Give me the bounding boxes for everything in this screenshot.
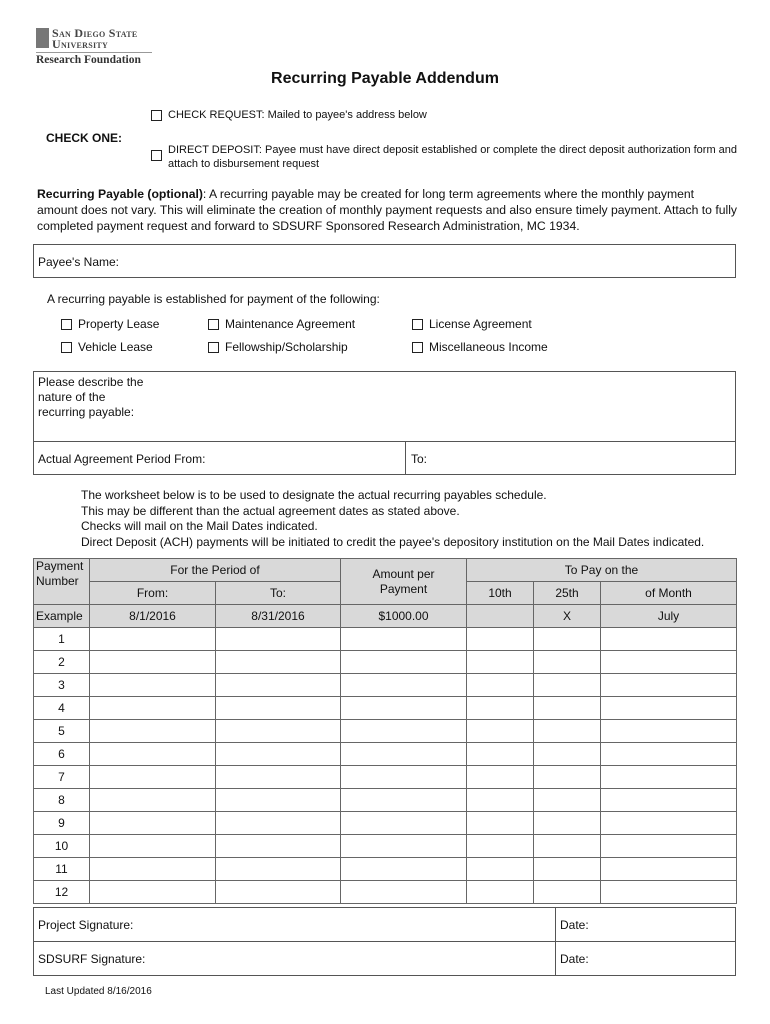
table-row xyxy=(34,628,737,651)
schedule-cell[interactable] xyxy=(216,697,341,720)
intro-text: : A recurring payable may be created for long term agreements where the monthly payment amount does not vary. This will eliminate the creation of monthly payment requests and also ensure timely payment. Attach to fully completed payment request and forward to SDSURF Sponsored Research Administration, MC 1934. xyxy=(37,187,738,233)
schedule-cell[interactable] xyxy=(534,858,601,881)
schedule-cell[interactable] xyxy=(534,674,601,697)
logo-line-2: University xyxy=(52,37,109,51)
payment-number: 1 xyxy=(34,628,90,651)
schedule-cell[interactable] xyxy=(90,743,216,766)
schedule-cell[interactable] xyxy=(601,766,737,789)
schedule-cell[interactable] xyxy=(467,789,534,812)
header-to-pay: To Pay on the xyxy=(467,559,737,582)
table-header-row xyxy=(34,559,737,582)
logo-line-1: San Diego State xyxy=(52,26,138,40)
payment-number: 9 xyxy=(34,812,90,835)
header-10th: 10th xyxy=(467,582,534,605)
table-row xyxy=(34,720,737,743)
schedule-cell[interactable] xyxy=(90,697,216,720)
schedule-cell[interactable] xyxy=(216,881,341,904)
schedule-cell[interactable] xyxy=(341,651,467,674)
schedule-cell[interactable] xyxy=(216,628,341,651)
header-from: From: xyxy=(90,582,216,605)
schedule-cell[interactable] xyxy=(534,697,601,720)
form-title: Recurring Payable Addendum xyxy=(271,70,499,87)
header-to: To: xyxy=(216,582,341,605)
period-from-field[interactable] xyxy=(33,441,406,475)
payment-number: 3 xyxy=(34,674,90,697)
fellowship-scholarship-checkbox[interactable] xyxy=(208,342,219,353)
worksheet-notes xyxy=(81,488,704,551)
payment-number: 12 xyxy=(34,881,90,904)
property-lease-checkbox[interactable] xyxy=(61,319,72,330)
last-updated: Last Updated 8/16/2016 xyxy=(45,986,152,997)
schedule-cell[interactable] xyxy=(601,789,737,812)
check-request-checkbox[interactable] xyxy=(151,110,162,121)
schedule-cell[interactable] xyxy=(467,628,534,651)
period-to-label: To: xyxy=(411,452,428,466)
seal-icon xyxy=(36,28,49,48)
schedule-cell[interactable] xyxy=(534,812,601,835)
schedule-cell[interactable] xyxy=(341,720,467,743)
direct-deposit-checkbox[interactable] xyxy=(151,150,162,161)
schedule-cell[interactable] xyxy=(467,743,534,766)
logo-line-3: Research Foundation xyxy=(36,54,141,66)
worksheet-note: This may be different than the actual agreement dates as stated above. xyxy=(81,503,460,518)
worksheet-note: The worksheet below is to be used to designate the actual recurring payables schedule. xyxy=(81,488,547,502)
schedule-cell[interactable] xyxy=(601,743,737,766)
payment-schedule-table xyxy=(33,558,737,904)
payment-number: 8 xyxy=(34,789,90,812)
description-label-line: Please describe the xyxy=(38,375,144,389)
table-row xyxy=(34,789,737,812)
vehicle-lease-label: Vehicle Lease xyxy=(78,340,153,354)
schedule-cell[interactable] xyxy=(90,766,216,789)
schedule-cell[interactable] xyxy=(90,812,216,835)
schedule-cell[interactable] xyxy=(90,628,216,651)
direct-deposit-line-2: attach to disbursement request xyxy=(168,158,320,170)
schedule-cell[interactable] xyxy=(341,743,467,766)
payment-number: 10 xyxy=(34,835,90,858)
table-row xyxy=(34,835,737,858)
project-date-field[interactable] xyxy=(555,907,736,942)
table-row xyxy=(34,858,737,881)
schedule-cell[interactable] xyxy=(341,674,467,697)
schedule-cell[interactable] xyxy=(216,720,341,743)
schedule-cell[interactable] xyxy=(216,789,341,812)
schedule-cell[interactable] xyxy=(534,835,601,858)
schedule-cell[interactable] xyxy=(467,720,534,743)
example-25th: X xyxy=(534,605,601,628)
example-row xyxy=(34,605,737,628)
schedule-cell[interactable] xyxy=(467,835,534,858)
property-lease-label: Property Lease xyxy=(78,317,160,331)
table-row xyxy=(34,697,737,720)
schedule-cell[interactable] xyxy=(601,858,737,881)
header-period: For the Period of xyxy=(90,559,341,582)
header-of-month: of Month xyxy=(601,582,737,605)
schedule-cell[interactable] xyxy=(467,766,534,789)
payee-name-label: Payee's Name: xyxy=(38,255,119,269)
table-row xyxy=(34,674,737,697)
description-field[interactable] xyxy=(33,371,736,442)
schedule-cell[interactable] xyxy=(601,697,737,720)
miscellaneous-income-checkbox[interactable] xyxy=(412,342,423,353)
schedule-cell[interactable] xyxy=(90,720,216,743)
schedule-cell[interactable] xyxy=(90,835,216,858)
check-one-label: CHECK ONE: xyxy=(46,131,123,145)
payee-name-field[interactable] xyxy=(33,244,736,278)
schedule-cell[interactable] xyxy=(216,858,341,881)
description-label xyxy=(38,375,143,420)
schedule-cell[interactable] xyxy=(341,697,467,720)
schedule-cell[interactable] xyxy=(601,812,737,835)
table-row xyxy=(34,651,737,674)
description-label-line: nature of the xyxy=(38,390,106,404)
schedule-cell[interactable] xyxy=(534,628,601,651)
worksheet-note: Direct Deposit (ACH) payments will be initiated to credit the payee's depository institution on the Mail Dates indicated. xyxy=(81,535,705,550)
schedule-cell[interactable] xyxy=(341,812,467,835)
direct-deposit-label xyxy=(168,143,737,171)
schedule-cell[interactable] xyxy=(341,858,467,881)
header-25th: 25th xyxy=(534,582,601,605)
table-row xyxy=(34,766,737,789)
schedule-cell[interactable] xyxy=(90,789,216,812)
schedule-cell[interactable] xyxy=(601,835,737,858)
example-10th xyxy=(467,605,534,628)
miscellaneous-income-label: Miscellaneous Income xyxy=(429,340,548,354)
schedule-cell[interactable] xyxy=(601,651,737,674)
schedule-cell[interactable] xyxy=(341,766,467,789)
schedule-cell[interactable] xyxy=(90,651,216,674)
table-row xyxy=(34,812,737,835)
sdsurf-signature-field[interactable] xyxy=(33,941,556,976)
example-amount: $1000.00 xyxy=(341,605,467,628)
payment-number: 5 xyxy=(34,720,90,743)
sdsurf-signature-label: SDSURF Signature: xyxy=(38,952,146,966)
schedule-cell[interactable] xyxy=(601,881,737,904)
vehicle-lease-checkbox[interactable] xyxy=(61,342,72,353)
payment-number: 2 xyxy=(34,651,90,674)
example-from: 8/1/2016 xyxy=(90,605,216,628)
schedule-cell[interactable] xyxy=(216,766,341,789)
maintenance-agreement-checkbox[interactable] xyxy=(208,319,219,330)
header-payment-number: Payment Number xyxy=(34,559,90,605)
license-agreement-label: License Agreement xyxy=(429,317,532,331)
schedule-cell[interactable] xyxy=(216,651,341,674)
schedule-cell[interactable] xyxy=(534,766,601,789)
project-signature-label: Project Signature: xyxy=(38,918,134,932)
schedule-cell[interactable] xyxy=(534,743,601,766)
schedule-cell[interactable] xyxy=(341,628,467,651)
example-to: 8/31/2016 xyxy=(216,605,341,628)
table-row xyxy=(34,743,737,766)
schedule-cell[interactable] xyxy=(216,835,341,858)
schedule-cell[interactable] xyxy=(534,789,601,812)
payment-number: 11 xyxy=(34,858,90,881)
intro-bold: Recurring Payable (optional) xyxy=(37,187,203,201)
schedule-cell[interactable] xyxy=(216,674,341,697)
sdsurf-date-field[interactable] xyxy=(555,941,736,976)
payment-number: 6 xyxy=(34,743,90,766)
schedule-cell[interactable] xyxy=(467,858,534,881)
schedule-cell[interactable] xyxy=(601,628,737,651)
schedule-cell[interactable] xyxy=(341,881,467,904)
schedule-cell[interactable] xyxy=(467,651,534,674)
license-agreement-checkbox[interactable] xyxy=(412,319,423,330)
table-row xyxy=(34,881,737,904)
schedule-cell[interactable] xyxy=(534,651,601,674)
description-label-line: recurring payable: xyxy=(38,405,135,419)
schedule-cell[interactable] xyxy=(467,697,534,720)
example-label: Example xyxy=(34,605,90,628)
worksheet-note: Checks will mail on the Mail Dates indicated. xyxy=(81,519,318,534)
schedule-cell[interactable] xyxy=(601,674,737,697)
date-label: Date: xyxy=(560,918,589,932)
schedule-cell[interactable] xyxy=(467,674,534,697)
fellowship-scholarship-label: Fellowship/Scholarship xyxy=(225,340,348,354)
logo-rule xyxy=(36,52,152,53)
schedule-cell[interactable] xyxy=(534,881,601,904)
example-month: July xyxy=(601,605,737,628)
schedule-cell[interactable] xyxy=(467,812,534,835)
intro-paragraph xyxy=(37,186,737,234)
schedule-cell[interactable] xyxy=(90,881,216,904)
schedule-cell[interactable] xyxy=(601,720,737,743)
maintenance-agreement-label: Maintenance Agreement xyxy=(225,317,356,331)
project-signature-field[interactable] xyxy=(33,907,556,942)
payment-number: 4 xyxy=(34,697,90,720)
direct-deposit-line-1: DIRECT DEPOSIT: Payee must have direct deposit established or complete the direct deposit authorization form and xyxy=(168,144,738,156)
schedule-cell[interactable] xyxy=(534,720,601,743)
schedule-cell[interactable] xyxy=(216,743,341,766)
schedule-cell[interactable] xyxy=(90,858,216,881)
schedule-cell[interactable] xyxy=(341,835,467,858)
schedule-cell[interactable] xyxy=(467,881,534,904)
header-amount: Amount per Payment xyxy=(341,559,467,605)
date-label: Date: xyxy=(560,952,589,966)
check-request-label: CHECK REQUEST: Mailed to payee's address below xyxy=(168,109,427,121)
period-from-label: Actual Agreement Period From: xyxy=(38,452,206,466)
period-to-field[interactable] xyxy=(405,441,736,475)
schedule-cell[interactable] xyxy=(216,812,341,835)
purpose-label: A recurring payable is established for payment of the following: xyxy=(47,292,380,306)
schedule-cell[interactable] xyxy=(341,789,467,812)
payment-number: 7 xyxy=(34,766,90,789)
schedule-cell[interactable] xyxy=(90,674,216,697)
